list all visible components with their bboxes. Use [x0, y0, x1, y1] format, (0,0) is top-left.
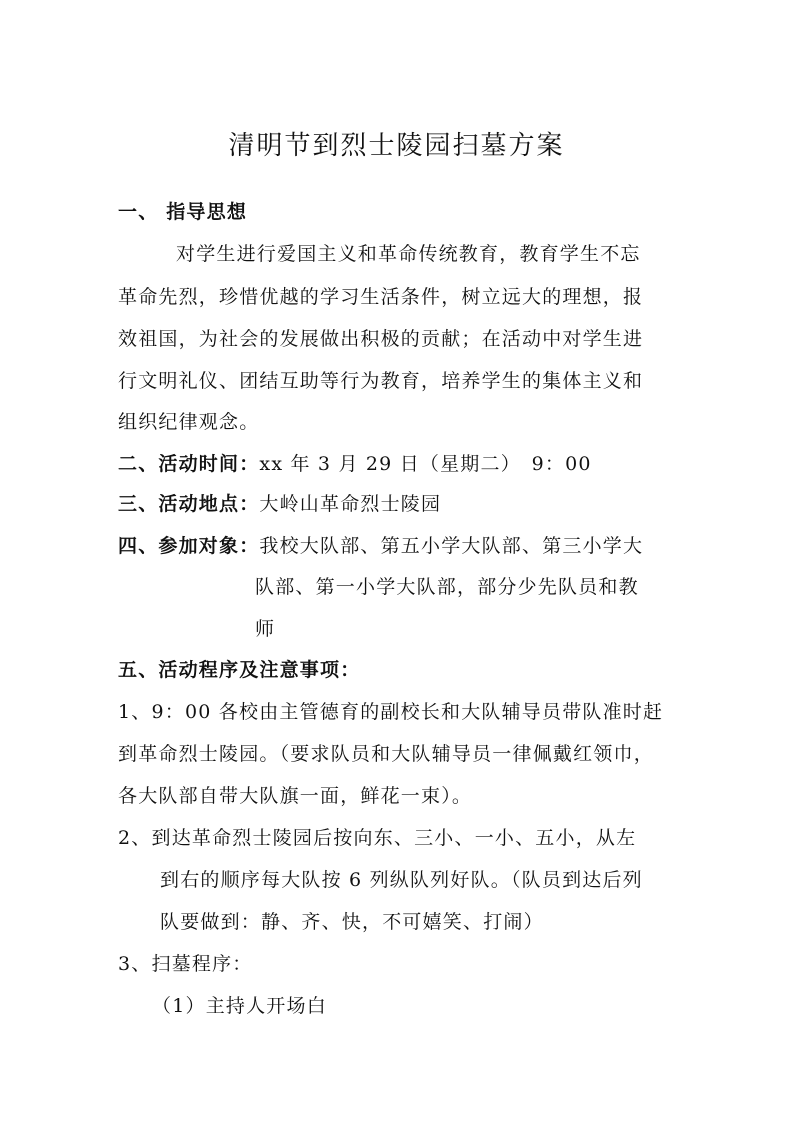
procedure-line: 到革命烈士陵园。（要求队员和大队辅导员一律佩戴红领巾， [118, 743, 654, 765]
paragraph-line: 革命先烈，珍惜优越的学习生活条件，树立远大的理想，报 [118, 286, 644, 308]
procedure-line: （1）主持人开场白 [152, 995, 327, 1017]
paragraph-line: 行文明礼仪、团结互助等行为教育，培养学生的集体主义和 [118, 370, 644, 392]
participants [118, 532, 678, 560]
activity-place [118, 490, 678, 518]
procedure-line: 各大队部自带大队旗一面，鲜花一束）。 [118, 785, 473, 807]
procedure-line: 3、扫墓程序： [118, 953, 253, 975]
activity-place-label: 三、活动地点： [118, 493, 260, 515]
paragraph-line: 组织纪律观念。 [118, 411, 260, 433]
participants-line: 师 [255, 618, 276, 640]
activity-time-label: 二、活动时间： [118, 453, 260, 475]
participants-line: 我校大队部、第五小学大队部、第三小学大 [259, 535, 644, 557]
activity-time-value: xx 年 3 月 29 日（星期二） 9：00 [259, 453, 592, 475]
procedure-line: 队要做到：静、齐、快，不可嬉笑、打闹） [160, 911, 544, 933]
paragraph-line: 对学生进行爱国主义和革命传统教育，教育学生不忘 [176, 243, 641, 265]
participants-line: 队部、第一小学大队部，部分少先队员和教 [255, 576, 639, 598]
procedure-line: 1、9：00 各校由主管德育的副校长和大队辅导员带队准时赶 [118, 701, 664, 723]
section-heading-procedure: 五、活动程序及注意事项： [118, 659, 361, 681]
section-heading-guiding: 一、 指导思想 [118, 201, 248, 223]
participants-label: 四、参加对象： [118, 535, 260, 557]
activity-time [118, 450, 678, 478]
document-title: 清明节到烈士陵园扫墓方案 [228, 131, 565, 161]
activity-place-value: 大岭山革命烈士陵园 [259, 493, 442, 515]
procedure-line: 到右的顺序每大队按 6 列纵队列好队。（队员到达后列 [160, 869, 643, 891]
paragraph-line: 效祖国，为社会的发展做出积极的贡献；在活动中对学生进 [118, 328, 644, 350]
procedure-line: 2、到达革命烈士陵园后按向东、三小、一小、五小，从左 [118, 827, 637, 849]
